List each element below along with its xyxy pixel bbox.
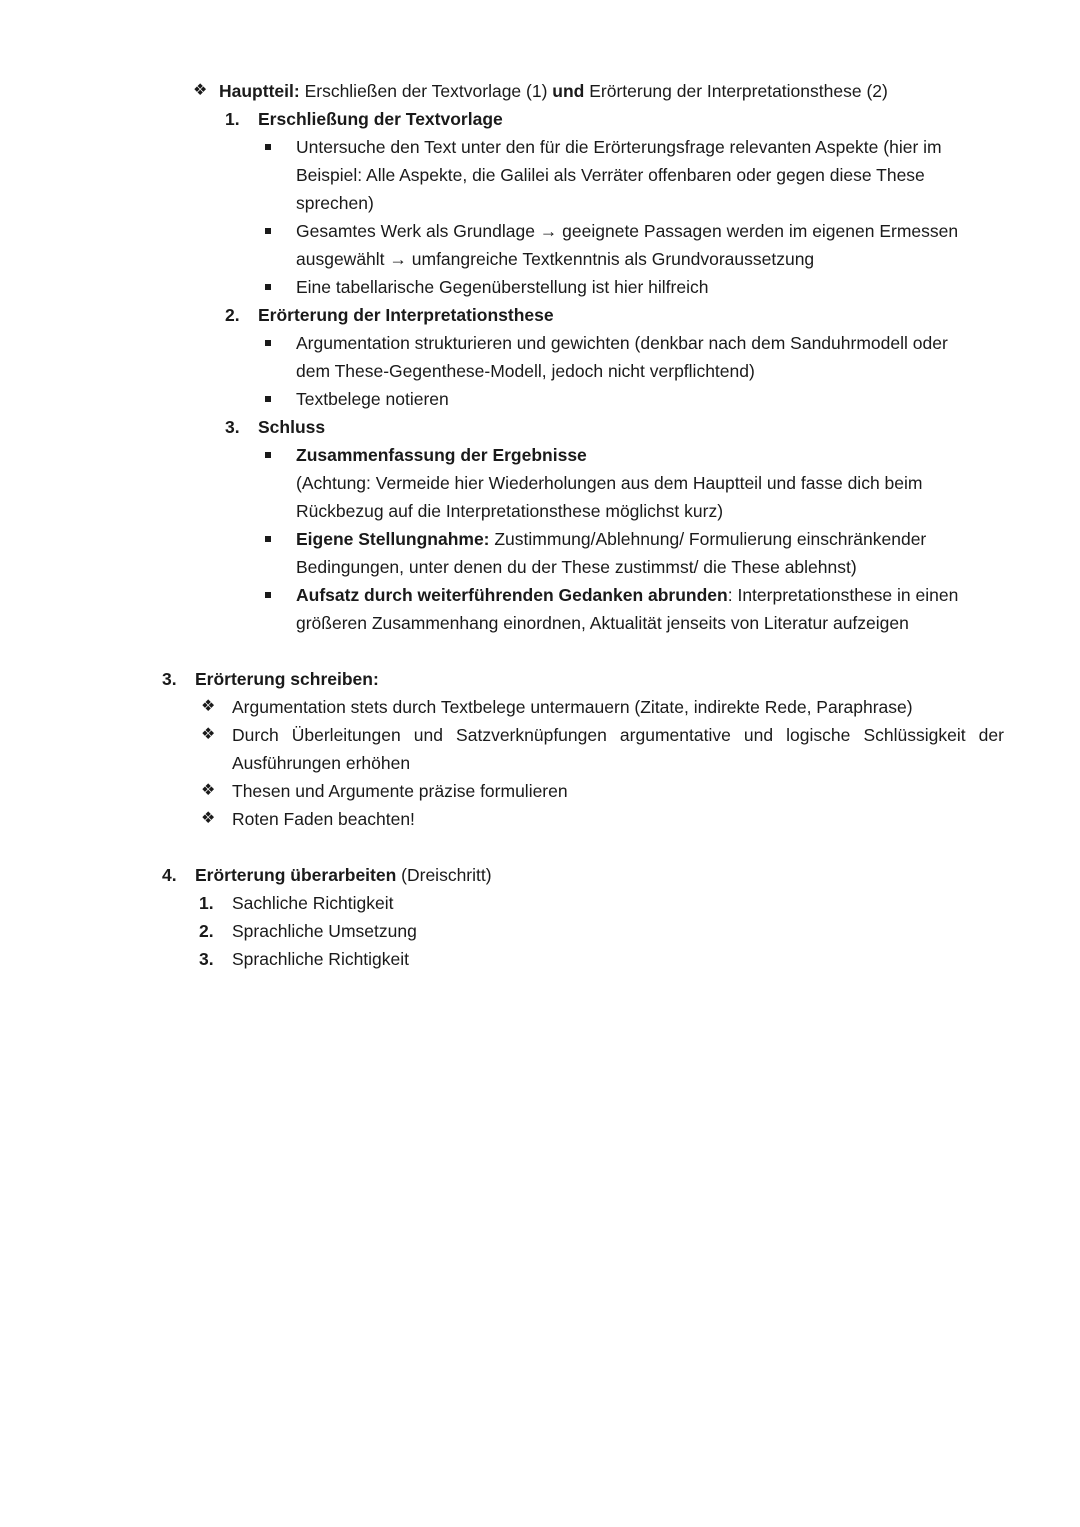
square-bullet-icon — [265, 340, 271, 346]
section3-number: 3. — [162, 669, 177, 689]
section4-number: 4. — [162, 865, 177, 885]
sub3-b2-line1 — [296, 528, 926, 550]
sub3-b3-label: Aufsatz durch weiterführenden Gedanken abrunden — [296, 585, 728, 605]
section3-item1: Argumentation stets durch Textbelege untermauern (Zitate, indirekte Rede, Paraphrase) — [232, 697, 913, 717]
sub3-b1-line3: Rückbezug auf die Interpretationsthese möglichst kurz) — [296, 501, 724, 521]
word: Schlüssigkeit — [863, 725, 966, 745]
section3-item2-line1 — [232, 724, 1004, 746]
word: und — [413, 725, 443, 745]
section4-heading — [195, 864, 492, 886]
section4-item-text: Sprachliche Umsetzung — [232, 921, 417, 941]
word: logische — [786, 725, 851, 745]
section4-item-number: 1. — [199, 893, 214, 913]
hauptteil-line — [219, 80, 888, 102]
section4-title: Erörterung überarbeiten — [195, 865, 397, 885]
sub3-b2-label: Eigene Stellungnahme: — [296, 529, 490, 549]
word: der — [978, 725, 1004, 745]
sub3-b1-title: Zusammenfassung der Ergebnisse — [296, 445, 587, 465]
sub3-b3-line2: größeren Zusammenhang einordnen, Aktualität jenseits von Literatur aufzeigen — [296, 613, 909, 633]
word: Durch — [232, 725, 279, 745]
sub2-number: 2. — [225, 305, 240, 325]
sub2-b1-line2: dem These-Gegenthese-Modell, jedoch nicht verpflichtend) — [296, 361, 755, 381]
section3-item3: Thesen und Argumente präzise formulieren — [232, 781, 568, 801]
section4-suffix: (Dreischritt) — [396, 865, 492, 885]
sub2-b1-line1: Argumentation strukturieren und gewichten (denkbar nach dem Sanduhrmodell oder — [296, 333, 948, 353]
diamond-bullet-icon: ❖ — [201, 782, 216, 799]
square-bullet-icon — [265, 144, 271, 150]
square-bullet-icon — [265, 452, 271, 458]
hauptteil-und: und — [552, 81, 585, 101]
sub1-title: Erschließung der Textvorlage — [258, 109, 503, 129]
square-bullet-icon — [265, 592, 271, 598]
sub1-b1-line2: Beispiel: Alle Aspekte, die Galilei als Verräter offenbaren oder gegen diese These — [296, 165, 925, 185]
sub3-b1-line2: (Achtung: Vermeide hier Wiederholungen aus dem Hauptteil und fasse dich beim — [296, 473, 923, 493]
section3-item2-line2: Ausführungen erhöhen — [232, 753, 411, 773]
sub1-number: 1. — [225, 109, 240, 129]
sub1-b3: Eine tabellarische Gegenüberstellung ist hier hilfreich — [296, 277, 709, 297]
square-bullet-icon — [265, 284, 271, 290]
sub3-b2-line2: Bedingungen, unter denen du der These zustimmst/ die These ablehnst) — [296, 557, 857, 577]
diamond-bullet-icon: ❖ — [201, 810, 216, 827]
diamond-bullet-icon: ❖ — [201, 726, 216, 743]
section4-item-number: 2. — [199, 921, 214, 941]
sub1-b2-line2: ausgewählt → umfangreiche Textkenntnis als Grundvoraussetzung — [296, 249, 815, 269]
sub3-b2-text: Zustimmung/Ablehnung/ Formulierung einschränkender — [489, 529, 927, 549]
section3-item4: Roten Faden beachten! — [232, 809, 415, 829]
word: und — [743, 725, 774, 745]
square-bullet-icon — [265, 228, 271, 234]
section3-title: Erörterung schreiben: — [195, 669, 379, 689]
sub1-b1-line1: Untersuche den Text unter den für die Erörterungsfrage relevanten Aspekte (hier im — [296, 137, 942, 157]
word: Überleitungen — [291, 725, 401, 745]
sub3-number: 3. — [225, 417, 240, 437]
sub3-b3-text: : Interpretationsthese in einen — [727, 585, 959, 605]
square-bullet-icon — [265, 536, 271, 542]
section4-item-number: 3. — [199, 949, 214, 969]
word: Satzverknüpfungen — [456, 725, 607, 745]
sub1-b2-line1: Gesamtes Werk als Grundlage → geeignete Passagen werden im eigenen Ermessen — [296, 221, 959, 241]
sub2-title: Erörterung der Interpretationsthese — [258, 305, 554, 325]
sub1-b1-line3: sprechen) — [296, 193, 374, 213]
word: argumentative — [619, 725, 731, 745]
sub2-b2: Textbelege notieren — [296, 389, 449, 409]
hauptteil-text-a: Erschließen der Textvorlage (1) — [299, 81, 553, 101]
section4-item-text: Sachliche Richtigkeit — [232, 893, 394, 913]
section4-item-text: Sprachliche Richtigkeit — [232, 949, 410, 969]
diamond-bullet-icon: ❖ — [201, 698, 216, 715]
sub3-title: Schluss — [258, 417, 326, 437]
sub3-b3-line1 — [296, 584, 958, 606]
hauptteil-label: Hauptteil: — [219, 81, 300, 101]
diamond-bullet-icon: ❖ — [193, 82, 208, 99]
square-bullet-icon — [265, 396, 271, 402]
hauptteil-text-b: Erörterung der Interpretationsthese (2) — [584, 81, 888, 101]
